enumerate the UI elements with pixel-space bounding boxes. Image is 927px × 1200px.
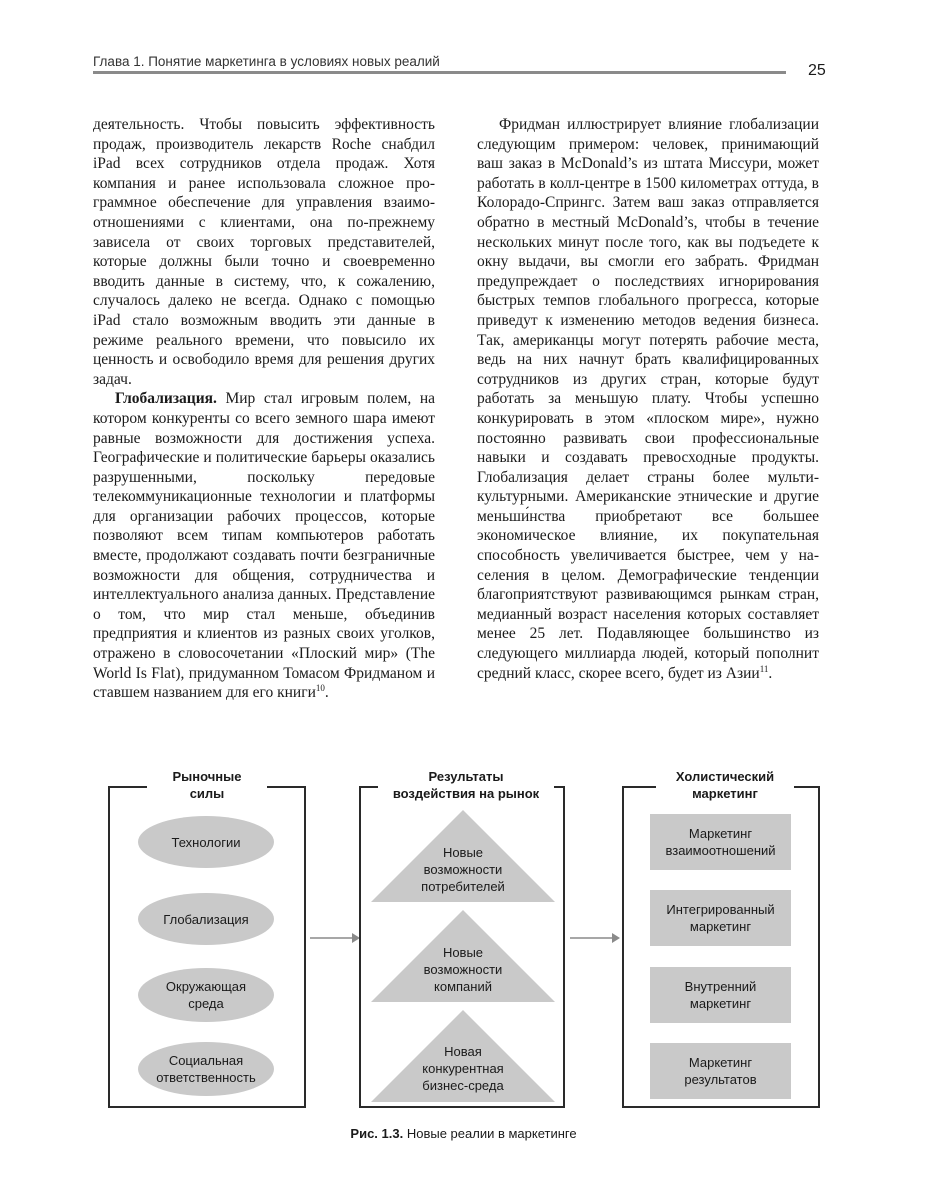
holistic-marketing-title [656,768,794,802]
right-paragraph-1-text: Фридман иллюстрирует влияние глобализации следующим примером: человек, принимающий ваш заказ в McDonald’s из штата Миссури, может работать в колл-центре в 1500 километрах оттуда, в Колорадо-Спрингс. Затем ваш заказ отправляется обратно в местный McDonald’s, чтобы в течение нескольких минут после того, как вы подъедете к окну выдачи, вы смогли его забрать. Фридман предупреждает о последствиях игнорирования быстрых темпов глобального прогресса, которые приведут к изменению методов ведения бизнеса. Так, американцы могут потерять рабочие места, ведь на них начнут брать квалифицированных сотрудников из других стран, которые будут работать за меньшую плату. Чтобы успешно конкурировать в этом «плоском мире», нужно постоянно развивать свои профессиональные навыки и создавать превосходные продукты. Глобализация делает страны более мультикультурными. Американские этнические и другие меньши́нства приобретают все большее экономическое влияние, их покупательная способность увеличивается быстрее, чем у населения в целом. Демографические тенденции благоприятствуют развивающимся рынкам стран, медианный возраст населения которых составляет менее 25 лет. Подавляющее большинство из следующего миллиарда людей, который пополнит средний класс, скорее всего, будет из Азии [477,116,819,682]
market-results-title [378,768,554,802]
oval-environment-line1: Окружающая [165,979,247,994]
rect-performance-marketing [650,1043,791,1099]
oval-technologies-line1: Технологии [171,834,241,850]
holistic-title-line1: Холистический [675,769,775,784]
oval-environment-line2: среда [188,996,224,1011]
footnote-ref-11: 11 [759,663,769,674]
section-heading-globalization: Глобализация. [115,390,217,408]
triangle-company-label [393,944,533,995]
rect-relationship-marketing [650,814,791,870]
page-number: 25 [808,62,826,79]
tri3-line2: конкурентная [422,1061,504,1076]
figure-caption-label: Рис. 1.3. [350,1126,404,1141]
oval-social-line2: ответственность [156,1070,256,1085]
tri1-line1: Новые [442,845,484,860]
tri2-line2: возможности [423,962,503,977]
left-paragraph-2-end: . [324,684,329,702]
holistic-title-line2: маркетинг [692,786,758,801]
rect1-line2: взаимоотношений [665,843,776,858]
tri2-line1: Новые [442,945,484,960]
oval-globalization [138,893,274,945]
tri3-line3: бизнес-среда [422,1078,504,1093]
right-paragraph-1-end: . [768,664,773,682]
footnote-ref-10: 10 [315,683,325,694]
oval-social-line1: Социальная [168,1053,244,1068]
figure-diagram [0,760,927,1120]
figure-caption [0,1126,927,1141]
right-paragraph-1 [477,115,819,683]
left-paragraph-2 [93,389,435,703]
rect3-line2: маркетинг [689,996,752,1011]
left-column [93,115,435,703]
oval-globalization-line1: Глобализация [163,911,249,927]
arrow-right-icon [570,930,620,946]
rect-internal-marketing [650,967,791,1023]
rect4-line2: результатов [684,1072,757,1087]
left-paragraph-1: деятельность. Чтобы повысить эффективность продаж, производитель лекарств Roche снабдил iPad всех сотрудников отдела продаж. Хотя компания и ранее использовала сложное программное обеспечение для управления взаимоотношениями с клиентами, она по-прежнему зависела от своих торговых представителей, которые должны были точно и своевременно вводить данные в систему, что, к сожалению, случалось далеко не всегда. Однако с помощью iPad стало возможным вводить эти данные в режиме реального времени, что повысило их ценность и освободило время для решения других задач. [93,116,435,388]
rect3-line1: Внутренний [684,979,757,994]
rect-integrated-marketing [650,890,791,946]
market-results-title-line1: Результаты [428,769,504,784]
rect1-line1: Маркетинг [688,826,753,841]
right-column [477,115,819,683]
rect2-line1: Интегрированный [666,902,775,917]
rect2-line2: маркетинг [689,919,752,934]
market-results-title-line2: воздействия на рынок [392,786,540,801]
running-title: Глава 1. Понятие маркетинга в условиях новых реалий [93,54,440,69]
market-forces-title-line1: Рыночные [172,769,242,784]
oval-environment [138,968,274,1022]
tri1-line2: возможности [423,862,503,877]
triangle-competitive-label [393,1043,533,1094]
market-forces-title [147,768,267,802]
arrow-right-icon [310,930,360,946]
oval-technologies [138,816,274,868]
header-rule [93,71,786,74]
tri2-line3: компаний [434,979,492,994]
oval-social-responsibility [138,1042,274,1096]
figure-caption-text: Новые реалии в маркетинге [403,1126,577,1141]
rect4-line1: Маркетинг [688,1055,753,1070]
tri1-line3: потребителей [421,879,505,894]
triangle-consumer-label [393,844,533,895]
market-forces-title-line2: силы [189,786,225,801]
tri3-line1: Новая [444,1044,482,1059]
left-paragraph-2-text: Мир стал игровым полем, на котором конкуренты со всего земного шара имеют равные возможности для достижения успеха. Географические и политические барьеры оказались разрушенными, поскольку передовые телекоммуникационные технологии и платформы для организации рабочих процессов, которые позволяют всем типам компьютеров работать вместе, продолжают создавать почти безграничные возможности для общения, сотрудничества и интеллектуального анализа данных. Представление о том, что мир стал меньше, объединив предприятия и клиентов из разных своих уголков, отражено в словосочетании «Плоский мир» (The World Is Flat), придуманном Томасом Фридманом и ставшем названием для его книги [93,390,435,702]
